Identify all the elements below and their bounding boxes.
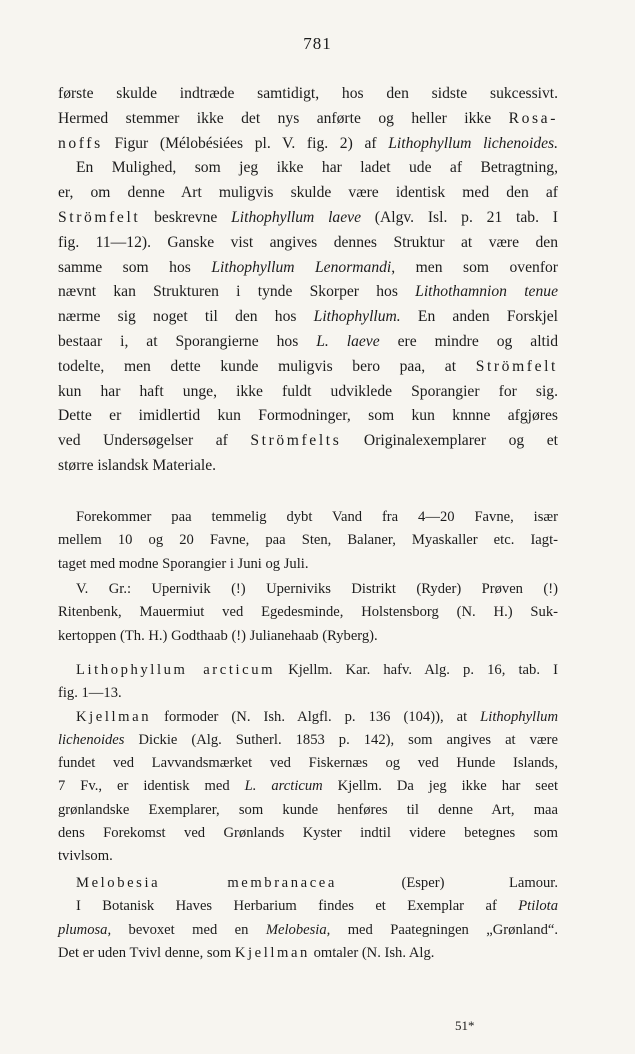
text-line [58,404,558,429]
text-line [58,132,558,157]
text-line [58,625,558,648]
spaced-name: Rosa- [508,109,558,127]
spaced-name: Strömfelts [250,432,342,450]
text-run: med Paategningen „Grønland“. [330,921,558,938]
text-run: omtaler (N. Ish. Alg. [309,944,435,961]
text-run: taget med modne Sporangier i Juni og Juli. [58,555,309,572]
text-run: V. Gr.: Upernivik (!) Uperniviks Distrikt (Ryder) Prøven (!) [76,581,558,597]
spaced-name: Lithophyllum arcticum [76,662,276,678]
spaced-name: Melobesia membranacea [76,875,337,891]
text-line [58,775,558,798]
text-line [58,181,558,206]
text-line [58,330,558,355]
text-line [58,156,558,181]
paragraph-4 [58,659,558,869]
text-line [58,256,558,281]
text-run: beskrevne [140,208,232,226]
text-line [58,578,558,601]
text-line [58,280,558,305]
text-run: bevoxet med en [111,921,266,938]
text-run: 7 Fv., er identisk med [58,778,245,795]
italic-taxon: Ptilota [518,898,558,915]
text-run: En Mulighed, som jeg ikke har ladet ude af Betragtning, [76,159,558,177]
spaced-name: Strömfelt [475,357,558,375]
signature-mark: 51* [455,1018,475,1033]
text-run: grønlandske Exemplarer, som kunde henføres til denne Art, maa [58,801,558,818]
italic-taxon: Lithophyllum Lenormandi [211,258,392,276]
paragraph-5 [58,872,558,965]
text-line [58,822,558,845]
text-run: Kjellm. Da jeg ikke har seet [322,778,558,795]
text-line [58,706,558,729]
text-line [58,845,558,868]
text-run: mellem 10 og 20 Favne, paa Sten, Balaner, Myaskaller etc. Iagt- [58,532,558,549]
italic-taxon: Melobesia, [265,921,331,938]
text-run: Ritenbenk, Mauermiut ved Egedesminde, Holstensborg (N. H.) Suk- [58,604,558,621]
text-run: En anden Forskjel [400,308,558,326]
text-line [58,799,558,822]
text-line [58,355,558,380]
text-line [58,729,558,752]
italic-taxon: Lithophyllum laeve [231,208,361,226]
text-line [58,454,558,479]
italic-taxon: Lithophyllum. [313,308,401,326]
text-run: fig. 11—12). Ganske vist angives dennes Struktur at være den [58,233,558,251]
text-line [58,872,558,895]
text-run: nævnt kan Strukturen i tynde Skorper hos [58,283,416,301]
text-run: , men som ovenfor [391,258,559,276]
paragraph-3 [58,578,558,648]
spaced-name: Kjellman [76,708,152,725]
text-run: Dickie (Alg. Sutherl. 1853 p. 142), som angives at være [124,731,558,748]
text-line [58,506,558,529]
text-line [58,380,558,405]
text-run: Dette er imidlertid kun Formodninger, som kun knnne afgjøres [58,407,558,425]
text-line [58,553,558,576]
text-run: Figur (Mélobésiées pl. V. fig. 2) af [102,134,389,152]
text-run: Det er uden Tvivl denne, som [58,944,235,961]
italic-taxon: L. laeve [316,332,380,350]
text-line [58,601,558,624]
text-run: I Botanisk Haves Herbarium findes et Exemplar af [76,898,519,915]
text-run: (Esper) Lamour. [336,875,558,891]
paragraph-1 [58,82,558,479]
text-line [58,529,558,552]
text-line [58,231,558,256]
text-line [58,206,558,231]
spaced-name: Strömfelt [58,208,141,226]
italic-taxon: Lithophyllum [480,708,558,725]
spaced-name: noffs [58,134,103,152]
text-run: Hermed stemmer ikke det nys anførte og heller ikke [58,109,509,127]
text-line [58,682,558,705]
text-run: samme som hos [58,258,212,276]
text-run: ere mindre og altid [379,332,558,350]
text-run: første skulde indtræde samtidigt, hos den sidste sukcessivt. [58,85,558,102]
text-run: er, om denne Art muligvis skulde være identisk med den af [58,184,558,202]
text-run: kertoppen (Th. H.) Godthaab (!) Julianehaab (Ryberg). [58,627,378,644]
page-number: 781 [303,34,332,53]
paragraph-2 [58,506,558,576]
italic-taxon: lichenoides [58,731,125,748]
text-line [58,429,558,454]
text-line [58,919,558,942]
text-line [58,82,558,107]
text-run: Originalexemplarer og et [341,432,558,450]
text-run: dens Forekomst ved Grønlands Kyster indtil videre betegnes som [58,825,558,842]
italic-taxon: plumosa, [58,921,112,938]
text-run: fundet ved Lavvandsmærket ved Fiskernæs og ved Hunde Islands, [58,755,558,772]
text-run: ved Undersøgelser af [58,432,251,450]
text-line [58,942,558,965]
spaced-name: Kjellman [234,944,310,961]
text-line [58,752,558,775]
italic-taxon: Lithothamnion tenue [415,283,558,301]
text-run: større islandsk Materiale. [58,456,217,474]
text-line [58,305,558,330]
italic-taxon: L. arcticum [244,778,323,795]
text-run: nærme sig noget til den hos [58,308,314,326]
text-line [58,659,558,682]
text-run: (Algv. Isl. p. 21 tab. I [361,208,558,226]
text-line [58,895,558,918]
text-run: kun har haft unge, ikke fuldt udviklede Sporangier for sig. [58,382,558,400]
text-run: fig. 1—13. [58,685,122,702]
text-run: tvivlsom. [58,848,113,865]
text-line [58,107,558,132]
text-run: Kjellm. Kar. hafv. Alg. p. 16, tab. I [275,662,558,678]
text-run: bestaar i, at Sporangierne hos [58,332,317,350]
text-run: formoder (N. Ish. Algfl. p. 136 (104)), at [151,708,481,725]
text-run: Forekommer paa temmelig dybt Vand fra 4—20 Favne, især [76,509,558,525]
italic-taxon: Lithophyllum lichenoides. [388,134,558,152]
text-run: todelte, men dette kunde muligvis bero paa, at [58,357,476,375]
